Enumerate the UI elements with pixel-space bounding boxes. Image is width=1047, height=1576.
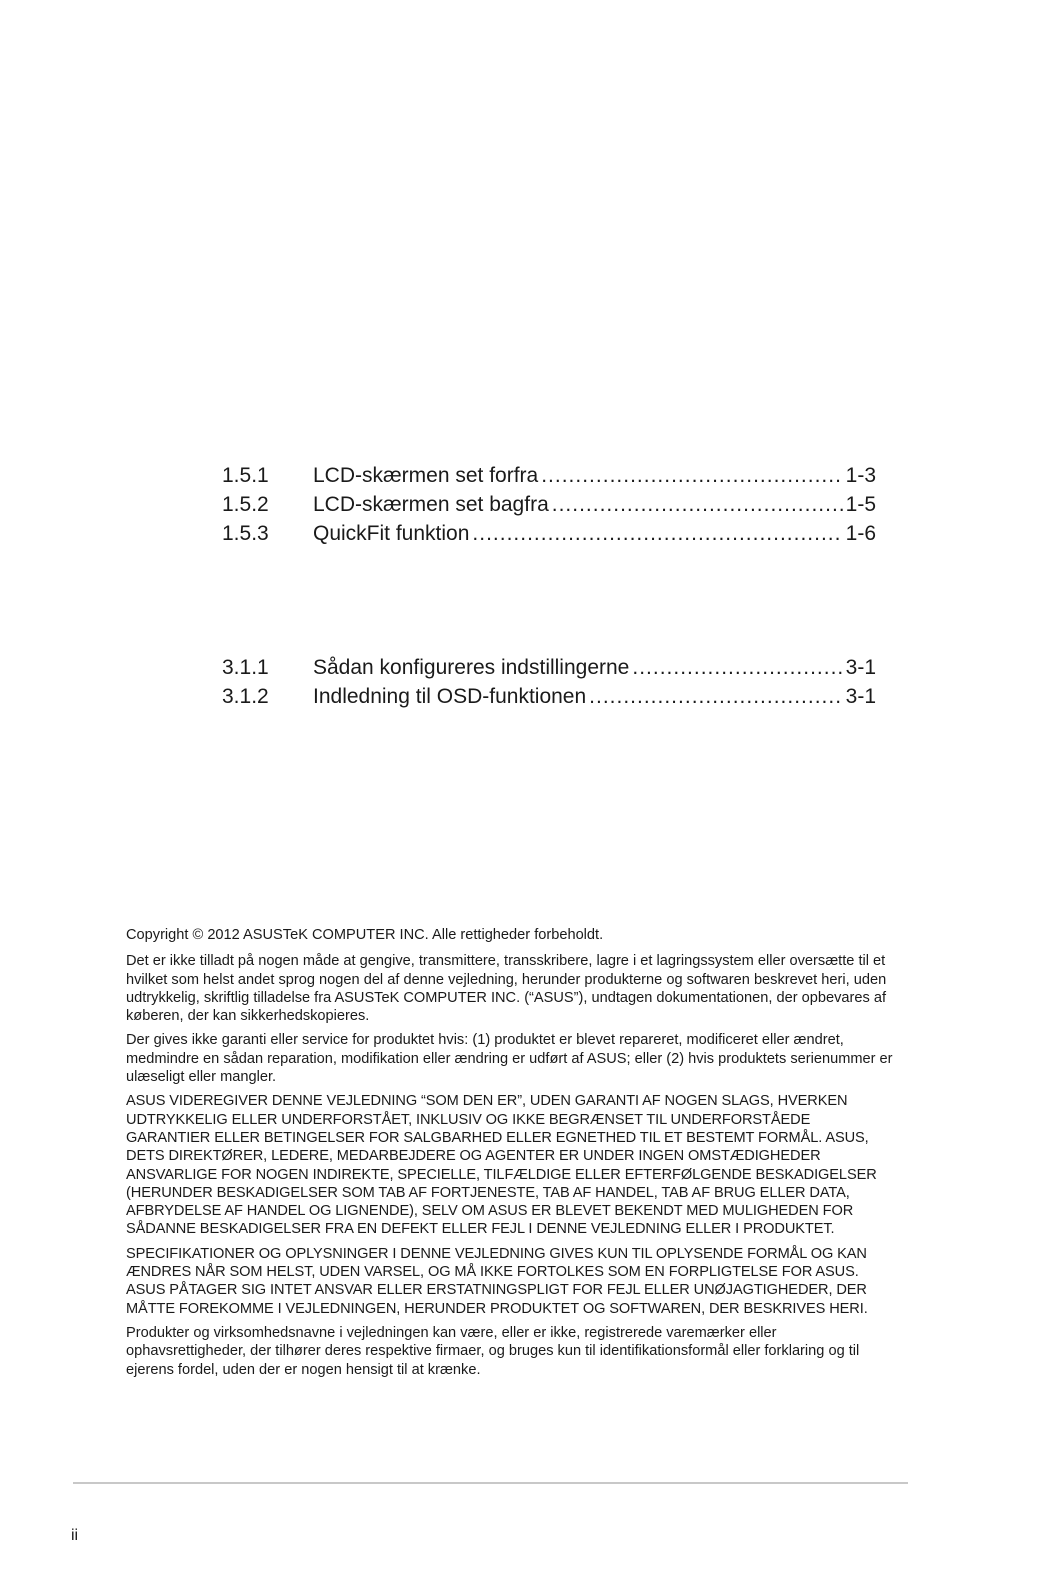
legal-paragraph-disclaimer: ASUS VIDEREGIVER DENNE VEJLEDNING “SOM DEN ER”, UDEN GARANTI AF NOGEN SLAGS, HVERKEN UDTRYKKELIG ELLER UNDERFORSTÅET, INKLUSIV OG IKKE BEGRÆNSET TIL UNDERFORSTÅEDE GARANTIER ELLER BETINGELSER FOR SALGBARHED ELLER EGNETHED TIL ET BESTEMT FORMÅL. ASUS, DETS DIREKTØRER, LEDERE, MEDARBEJDERE OG AGENTER ER UNDER INGEN OMSTÆDIGHEDER ANSVARLIGE FOR NOGEN INDIREKTE, SPECIELLE, TILFÆLDIGE ELLER EFTERFØLGENDE BESKADIGELSER (HERUNDER BESKADIGELSER SOM TAB AF FORTJENESTE, TAB AF HANDEL, TAB AF BRUG ELLER DATA, AFBRYDELSE AF HANDEL OG LIGNENDE), SELV OM ASUS ER BLEVET BEKENDT MED MULIGHEDEN FOR SÅDANNE BESKADIGELSER FRA EN DEFEKT ELLER FEJL I DENNE VEJLEDNING ELLER I PRODUKTET. bbox=[126, 1093, 877, 1238]
toc-entry-title: LCD-skærmen set forfra bbox=[313, 464, 539, 487]
toc-entry-number: 1.5.1 bbox=[222, 464, 269, 487]
legal-paragraph-reproduction: Det er ikke tilladt på nogen måde at gengive, transmittere, transskribere, lagre i et lagringssystem eller oversætte til et hvilket som helst andet sprog nogen del af denne vejledning, herunder produkterne og softwaren beskrevet heri, uden udtrykkelig, skriftlig tilladelse fra ASUSTeK COMPUTER INC. (“ASUS”), undtagen dokumentationen, der opbevares af køberen, der kan sikkerhedskopieres. bbox=[126, 953, 887, 1025]
toc-entry-3-1-1[interactable] bbox=[222, 653, 876, 682]
toc-entry-title: Indledning til OSD-funktionen bbox=[313, 685, 587, 708]
toc-dot-leader bbox=[472, 519, 842, 548]
toc-section-2 bbox=[222, 653, 876, 711]
toc-entry-1-5-3[interactable] bbox=[222, 519, 876, 548]
toc-dot-leader bbox=[589, 682, 842, 711]
toc-entry-3-1-2[interactable] bbox=[222, 682, 876, 711]
toc-entry-page: 1-6 bbox=[845, 522, 876, 545]
toc-dot-leader bbox=[552, 490, 843, 519]
legal-paragraph-warranty-service: Der gives ikke garanti eller service for produktet hvis: (1) produktet er blevet repareret, modificeret eller ændret, medmindre en sådan reparation, modifikation eller ændring er udført af ASUS; eller (2) hvis produktets serienummer er ulæseligt eller mangler. bbox=[126, 1032, 893, 1086]
footer-divider bbox=[73, 1482, 908, 1484]
legal-paragraph-trademarks: Produkter og virksomhedsnavne i vejledningen kan være, eller er ikke, registrerede varemærker eller ophavsrettigheder, der tilhører deres respektive firmaer, og bruges kun til identifikationsformål eller forklaring og til ejerens fordel, uden der er nogen hensigt til at krænke. bbox=[126, 1324, 860, 1378]
toc-entry-page: 1-3 bbox=[845, 464, 876, 487]
toc-entry-page: 1-5 bbox=[845, 493, 876, 516]
toc-entry-page: 3-1 bbox=[845, 656, 876, 679]
toc-dot-leader bbox=[541, 461, 842, 490]
copyright-line: Copyright © 2012 ASUSTeK COMPUTER INC. Alle rettigheder forbeholdt. bbox=[126, 927, 604, 943]
legal-paragraph-specifications: SPECIFIKATIONER OG OPLYSNINGER I DENNE VEJLEDNING GIVES KUN TIL OPLYSENDE FORMÅL OG KAN ÆNDRES NÅR SOM HELST, UDEN VARSEL, OG MÅ IKKE FORTOLKES SOM EN FORPLIGTELSE FOR ASUS. ASUS PÅTAGER SIG INTET ANSVAR ELLER ERSTATNINGSPLIGT FOR FEJL ELLER UNØJAGTIGHEDER, DER MÅTTE FOREKOMME I VEJLEDNINGEN, HERUNDER PRODUKTET OG SOFTWAREN, DER BESKRIVES HERI. bbox=[126, 1245, 868, 1317]
toc-entry-title: Sådan konfigureres indstillingerne bbox=[313, 656, 630, 679]
toc-entry-title: QuickFit funktion bbox=[313, 522, 470, 545]
toc-entry-title: LCD-skærmen set bagfra bbox=[313, 493, 549, 516]
legal-notice bbox=[126, 926, 894, 1385]
toc-entry-number: 1.5.2 bbox=[222, 493, 269, 516]
page-number: ii bbox=[71, 1527, 79, 1544]
toc-entry-number: 3.1.2 bbox=[222, 685, 269, 708]
toc-entry-1-5-1[interactable] bbox=[222, 461, 876, 490]
toc-entry-number: 1.5.3 bbox=[222, 522, 269, 545]
toc-section-1 bbox=[222, 461, 876, 548]
toc-entry-page: 3-1 bbox=[845, 685, 876, 708]
toc-dot-leader bbox=[632, 653, 842, 682]
toc-entry-1-5-2[interactable] bbox=[222, 490, 876, 519]
toc-entry-number: 3.1.1 bbox=[222, 656, 269, 679]
